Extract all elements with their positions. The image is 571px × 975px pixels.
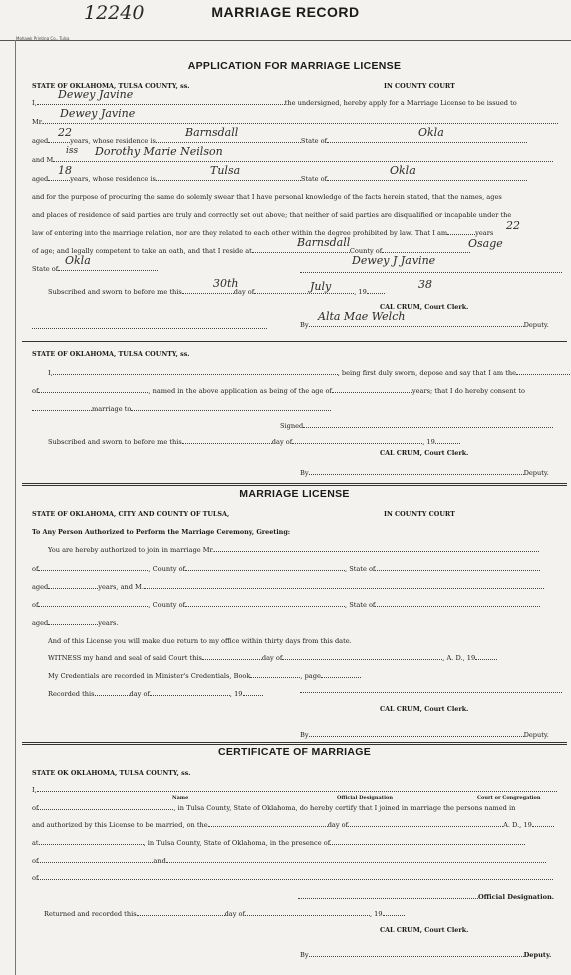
application-subscribed-line: Subscribed and sworn to before me this day of , 19 (32, 288, 562, 296)
handwritten-day: 30th (213, 277, 239, 290)
certificate-by-line: By Deputy. (300, 951, 552, 959)
license-witness: WITNESS my hand and seal of said Court this day of , A. D., 19 (32, 654, 562, 662)
handwritten-bride-residence: Tulsa (210, 164, 241, 177)
handwritten-county: Osage (468, 237, 503, 250)
application-clerk: CAL CRUM, Court Clerk. (380, 303, 469, 311)
section-divider-2 (22, 483, 567, 486)
license-authorized: You are hereby authorized to join in marriage Mr. (32, 546, 562, 554)
handwritten-groom: Dewey Javine (60, 107, 136, 120)
handwritten-groom-age: 22 (58, 126, 72, 139)
application-groom-age-line: aged years, whose residence is State of (32, 137, 562, 145)
page-title: MARRIAGE RECORD (211, 4, 360, 20)
handwritten-deputy: Alta Mae Welch (318, 310, 406, 323)
license-return: And of this License you will make due return to my office within thirty days from this date. (48, 637, 352, 645)
handwritten-groom-state: Okla (418, 126, 444, 139)
application-body-2: and places of residence of said parties are truly and correctly set out above; that neither of said parties are disqualified or incapable under the (32, 211, 512, 219)
applicant-signature-line (300, 272, 562, 273)
consent-line-2: of , named in the above application as being of the age of years; that I do hereby consent to (32, 387, 525, 395)
handwritten-bride-age: 18 (58, 164, 72, 177)
application-mr-line: Mr. (32, 118, 562, 126)
handwritten-bride-state: Okla (390, 164, 416, 177)
license-groom-of: of , County of , State of (32, 565, 562, 573)
certificate-i-line: I, (32, 786, 562, 794)
license-bride-aged: aged years. (32, 619, 119, 627)
application-by-line: By Deputy. (300, 321, 549, 329)
license-credentials: My Credentials are recorded in Minister's Credentials, Book , page (32, 672, 562, 680)
application-left-sig-line (32, 328, 267, 329)
certificate-official: Official Designation. (298, 893, 562, 901)
handwritten-bride-prefix: iss (66, 146, 79, 156)
header-rule (0, 40, 571, 41)
license-bride-of: of , County of , State of (32, 601, 562, 609)
application-heading: APPLICATION FOR MARRIAGE LICENSE (187, 60, 402, 72)
handwritten-my-age: 22 (506, 219, 520, 232)
certificate-heading: CERTIFICATE OF MARRIAGE (217, 746, 372, 758)
handwritten-applicant: Dewey Javine (58, 88, 134, 101)
consent-by-line: By Deputy. (300, 469, 549, 477)
certificate-of-line: of (32, 874, 562, 882)
handwritten-reside: Barnsdall (297, 236, 351, 249)
section-divider-1 (22, 341, 567, 342)
consent-line-3: marriage to (32, 405, 562, 413)
consent-line-1: I, , being first duly sworn, depose and say that I am the (32, 369, 562, 377)
consent-signed: Signed (280, 422, 562, 430)
license-state-line: STATE OF OKLAHOMA, CITY AND COUNTY OF TULSA, IN COUNTY COURT (32, 510, 455, 518)
consent-clerk: CAL CRUM, Court Clerk. (380, 449, 469, 457)
license-heading: MARRIAGE LICENSE (239, 488, 350, 500)
certificate-of-and: of and (32, 857, 562, 865)
handwritten-groom-residence: Barnsdall (185, 126, 239, 139)
license-by-line: By Deputy. (300, 731, 549, 739)
application-body-3: law of entering into the marriage relation, nor are they related to each other within the degree prohibited by law. That I am years (32, 229, 494, 237)
handwritten-applicant-signature: Dewey J Javine (352, 254, 436, 267)
license-clerk: CAL CRUM, Court Clerk. (380, 705, 469, 713)
application-line-1: I, the undersigned, hereby apply for a Marriage License to be issued to (32, 99, 517, 107)
application-body-1: and for the purpose of procuring the same do solemly swear that I have personal knowledge of the facts herein stated, that the names, ages (32, 193, 502, 201)
application-state-of: State of (32, 265, 562, 273)
consent-state-line: STATE OF OKLAHOMA, TULSA COUNTY, ss. (32, 350, 190, 358)
application-bride-age-line: aged years, whose residence is State of (32, 175, 562, 183)
record-number: 12240 (84, 2, 145, 24)
certificate-line-3: and authorized by this License to be married, on the day of A. D., 19 (32, 821, 562, 829)
printer-imprint: Mohawk Printing Co., Tulsa (16, 36, 70, 41)
certificate-returned: Returned and recorded this day of , 19 (32, 910, 562, 918)
marriage-record-page: 12240 MARRIAGE RECORD Mohawk Printing Co., Tulsa APPLICATION FOR MARRIAGE LICENSE STATE OF OKLAHOMA, TULSA COUNTY, ss. IN COUNTY COURT I, the undersigned, hereby apply for a Marriage License to be issued to Dewey Javine Mr. Dewey Javine aged years, whose residence is State of 22 Barnsdall Okla and M iss Dorothy Marie Neilson aged years, whose residence is State of 18 Tulsa Okla and for the purpose of procuring the same do solemly swear that I have personal knowledge of the facts herein stated, that the names, ages and places of residence of said parties are truly and correctly set out above; that neither of said parties are disqualified or incapable under the law of entering into the marriage relation, nor are they related to each other within the degree prohibited by law. That I am years 22 of age; and legally competent to take an oath, and that I reside at County of Barnsdall Osage State of Okla Dewey J Javine Subscribed and sworn to before me this day of , 19 30th July 38 CAL CRUM, Court Clerk. By Deputy. Alta Mae Welch STATE OF OKLAHOMA, TULSA COUNTY, ss. I, , being first duly sworn, depose and say that I am the of , named in the above application as being of the age of years; that I do hereby consent to marriage to Signed Subscribed and sworn to before me this day of , 19 CAL CRUM, Court Clerk. By Deputy. MARRIAGE LICENSE STATE OF OKLAHOMA, CITY AND COUNTY OF TULSA, IN COUNTY COURT To Any Person Authorized to Perform the Marriage Ceremony, Greeting: You are hereby authorized to join in marriage Mr. of , County of , State of aged years, and M. of , County of , State of aged years. And of this License you will make due return to my office within thirty days from this date. WITNESS my hand and seal of said Court this day of , A. D., 19 My Credentials are recorded in Minister's Credentials, Book , page Recorded this day of , 19 CAL CRUM, Court Clerk. By Deputy. CERTIFICATE OF MARRIAGE STATE OK OKLAHOMA, TULSA COUNTY, ss. I, Name Official Designation Court or Congregation of , in Tulsa County, State of Oklahoma, do hereby certify that I joined in marriage the persons named in and authorized by this License to be married, on the day of A. D., 19 at , in Tulsa County, State of Oklahoma, in the presence of of and of Official Designation. Returned and recorded this day of , 19 CAL CRUM, Court Clerk. By Deputy. (0, 0, 571, 975)
consent-subscribed: Subscribed and sworn to before me this day of , 19 (32, 438, 562, 446)
certificate-line-4: at , in Tulsa County, State of Oklahoma, in the presence of (32, 839, 562, 847)
application-bride-line: and M (32, 156, 562, 164)
application-state-line: STATE OF OKLAHOMA, TULSA COUNTY, ss. IN COUNTY COURT (32, 82, 455, 90)
handwritten-state: Okla (65, 254, 91, 267)
margin-rule (15, 40, 16, 975)
license-greeting: To Any Person Authorized to Perform the Marriage Ceremony, Greeting: (32, 528, 291, 536)
application-body-4: of age; and legally competent to take an oath, and that I reside at County of (32, 247, 562, 255)
certificate-state-line: STATE OK OKLAHOMA, TULSA COUNTY, ss. (32, 769, 191, 777)
handwritten-month: July (310, 280, 332, 293)
handwritten-year: 38 (418, 278, 432, 291)
license-recorded: Recorded this day of , 19 (32, 690, 562, 698)
license-groom-aged: aged years, and M. (32, 583, 562, 591)
license-sig-line (300, 692, 562, 693)
handwritten-bride: Dorothy Marie Neilson (95, 145, 223, 158)
certificate-clerk: CAL CRUM, Court Clerk. (380, 926, 469, 934)
certificate-line-2: of , in Tulsa County, State of Oklahoma, do hereby certify that I joined in marriage the persons named in (32, 804, 516, 812)
section-divider-3 (22, 742, 567, 745)
